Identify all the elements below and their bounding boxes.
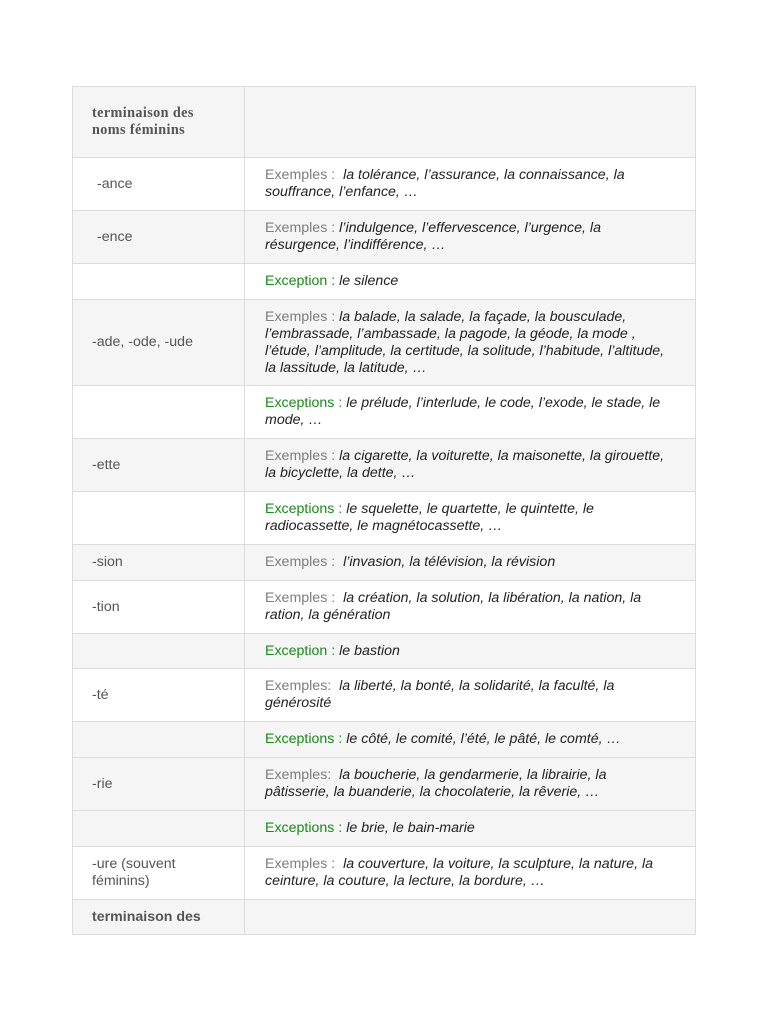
example-label: Exemples : (265, 167, 336, 183)
example-text: la tolérance, l’assurance, la connaissance, la souffrance, l’enfance, … (265, 167, 625, 200)
examples-cell (245, 758, 696, 811)
example-label: Exemples : (265, 308, 336, 325)
exception-label: Exception : (265, 642, 336, 659)
table-row (73, 669, 696, 722)
exception-label: Exceptions : (265, 501, 343, 517)
examples-cell (245, 669, 696, 722)
exception-text: le squelette, le quartette, le quintette, le radiocassette, le magnétocassette, … (265, 501, 594, 534)
example-label: Exemples: (265, 767, 332, 783)
header-col1: terminaison des noms féminins (73, 87, 245, 158)
example-label: Exemples : (265, 856, 336, 872)
example-label: Exemples : (265, 590, 336, 606)
ending-cell: -ure (souvent féminins) (73, 847, 245, 900)
exception-text: le silence (339, 273, 399, 289)
example-text: la création, la solution, la libération, la nation, la ration, la génération (265, 590, 642, 623)
ending-cell (73, 634, 245, 669)
examples-cell (245, 847, 696, 900)
example-label: Exemples : (265, 554, 336, 570)
table-row (73, 545, 696, 581)
example-text: l’invasion, la télévision, la révision (343, 554, 556, 570)
examples-cell (245, 439, 696, 492)
exception-cell (245, 811, 696, 847)
exception-cell (245, 722, 696, 758)
exception-cell (245, 492, 696, 545)
exception-label: Exceptions : (265, 820, 343, 836)
example-label: Exemples : (265, 448, 336, 464)
ending-cell: -sion (73, 545, 245, 581)
ending-cell: -ence (73, 211, 245, 264)
ending-cell (73, 722, 245, 758)
examples-cell (245, 211, 696, 264)
feminine-endings-table (72, 86, 696, 935)
ending-cell (73, 492, 245, 545)
header-col2 (245, 87, 696, 158)
footer-col1: terminaison des (73, 900, 245, 935)
ending-cell: -tion (73, 581, 245, 634)
ending-cell: -té (73, 669, 245, 722)
example-text: la cigarette, la voiturette, la maisonette, la girouette, la bicyclette, la dette, … (265, 448, 665, 481)
footer-col2 (245, 900, 696, 935)
ending-cell: -rie (73, 758, 245, 811)
table-row (73, 439, 696, 492)
table-row (73, 386, 696, 439)
exception-cell (245, 634, 696, 669)
table-row (73, 581, 696, 634)
table-row (73, 158, 696, 211)
exception-text: le côté, le comité, l’été, le pâté, le comté, … (346, 731, 621, 747)
exception-text: le bastion (339, 642, 400, 659)
example-text: la balade, la salade, la façade, la bousculade, l’embrassade, l’ambassade, la pagode, la géode, la mode , l’étude, l’amplitude, la certitude, la solitude, l’habitude, l’altitude, la lassitude, la latitude, … (265, 308, 665, 376)
header-row (73, 87, 696, 158)
table-row (73, 758, 696, 811)
examples-cell (245, 158, 696, 211)
exception-cell (245, 264, 696, 300)
example-text: la liberté, la bonté, la solidarité, la faculté, la générosité (265, 678, 615, 711)
table-row (73, 634, 696, 669)
exception-text: le brie, le bain-marie (346, 820, 475, 836)
ending-cell: -ance (73, 158, 245, 211)
ending-cell: -ade, -ode, -ude (73, 300, 245, 386)
examples-cell (245, 545, 696, 581)
exception-text: le prélude, l’interlude, le code, l’exode, le stade, le mode, … (265, 395, 661, 428)
example-label: Exemples: (265, 678, 332, 694)
exception-label: Exception : (265, 273, 336, 289)
footer-row (73, 900, 696, 935)
ending-cell (73, 811, 245, 847)
exception-cell (245, 386, 696, 439)
table-row (73, 300, 696, 386)
example-text: la boucherie, la gendarmerie, la librairie, la pâtisserie, la buanderie, la chocolaterie, la rêverie, … (265, 767, 607, 800)
exception-label: Exceptions : (265, 395, 343, 411)
examples-cell (245, 581, 696, 634)
ending-cell (73, 386, 245, 439)
examples-cell (245, 300, 696, 386)
ending-cell: -ette (73, 439, 245, 492)
table-row (73, 722, 696, 758)
table-row (73, 847, 696, 900)
ending-cell (73, 264, 245, 300)
example-label: Exemples : (265, 220, 336, 236)
table-row (73, 811, 696, 847)
example-text: la couverture, la voiture, la sculpture, la nature, la ceinture, la couture, la lecture, la bordure, … (265, 856, 654, 889)
table-row (73, 211, 696, 264)
exception-label: Exceptions : (265, 731, 343, 747)
table-row (73, 492, 696, 545)
example-text: l’indulgence, l’effervescence, l’urgence, la résurgence, l’indifférence, … (265, 220, 601, 253)
table-row (73, 264, 696, 300)
